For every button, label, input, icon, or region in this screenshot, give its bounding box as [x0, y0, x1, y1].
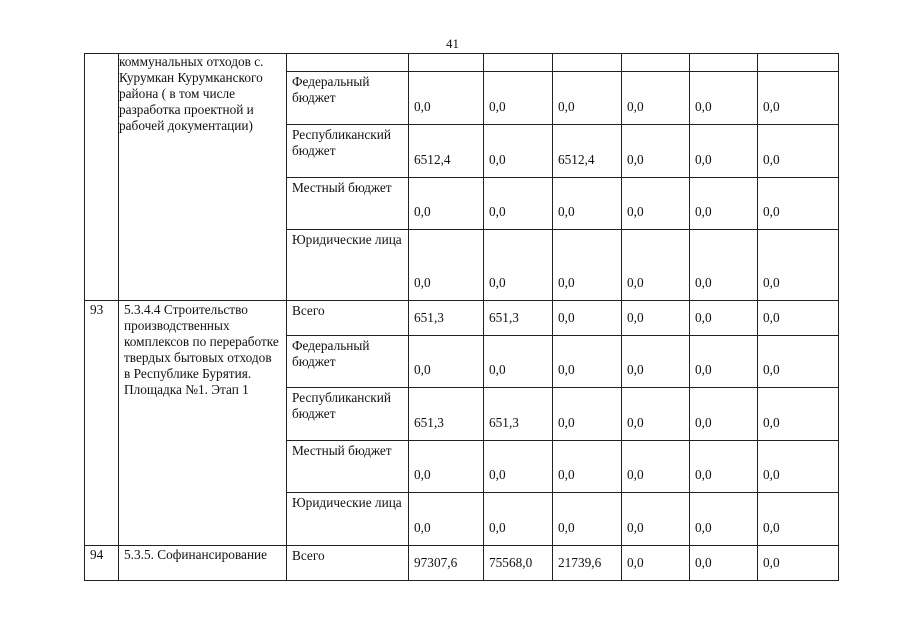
cell-value: 651,3 — [484, 301, 553, 336]
cell-source: Всего — [287, 301, 409, 336]
cell-value: 651,3 — [409, 388, 484, 441]
cell-value: 0,0 — [622, 493, 690, 546]
cell-value: 0,0 — [690, 230, 758, 301]
cell-value: 0,0 — [758, 388, 839, 441]
cell-number: 93 — [85, 301, 119, 546]
cell-value: 0,0 — [622, 178, 690, 230]
cell-value: 0,0 — [622, 125, 690, 178]
cell-value: 0,0 — [690, 493, 758, 546]
cell-value: 0,0 — [484, 336, 553, 388]
cell-value: 0,0 — [553, 178, 622, 230]
cell-value: 651,3 — [484, 388, 553, 441]
cell-value: 0,0 — [484, 178, 553, 230]
cell-source: Местный бюджет — [287, 441, 409, 493]
cell-value: 0,0 — [622, 230, 690, 301]
cell-value: 0,0 — [758, 125, 839, 178]
cell-value: 0,0 — [622, 72, 690, 125]
cell-source: Юридические лица — [287, 230, 409, 301]
cell-value: 0,0 — [690, 336, 758, 388]
cell-description: 5.3.5. Софинансирование — [119, 546, 287, 581]
cell-value: 0,0 — [622, 336, 690, 388]
cell-value: 0,0 — [553, 72, 622, 125]
cell-value: 0,0 — [758, 546, 839, 581]
cell-value: 0,0 — [553, 336, 622, 388]
cell-value: 0,0 — [622, 441, 690, 493]
cell-value: 0,0 — [553, 441, 622, 493]
cell-value: 0,0 — [409, 72, 484, 125]
cell-description: коммунальных отходов с. Курумкан Курумканского района ( в том числе разработка проектной и рабочей документации) — [119, 54, 287, 301]
cell-value: 0,0 — [758, 230, 839, 301]
cell-value: 0,0 — [690, 301, 758, 336]
cell-value: 0,0 — [622, 388, 690, 441]
cell-value: 0,0 — [553, 388, 622, 441]
cell-value: 0,0 — [690, 178, 758, 230]
cell-value: 0,0 — [690, 72, 758, 125]
cell-empty — [758, 54, 839, 72]
budget-table — [84, 53, 839, 581]
cell-source: Юридические лица — [287, 493, 409, 546]
cell-value: 0,0 — [553, 230, 622, 301]
cell-value: 0,0 — [484, 441, 553, 493]
cell-value: 21739,6 — [553, 546, 622, 581]
cell-empty — [690, 54, 758, 72]
cell-value: 0,0 — [758, 493, 839, 546]
cell-value: 0,0 — [690, 125, 758, 178]
cell-value: 0,0 — [622, 301, 690, 336]
table-row — [85, 301, 839, 336]
cell-source: Федеральный бюджет — [287, 72, 409, 125]
cell-value: 0,0 — [690, 388, 758, 441]
cell-value: 0,0 — [553, 493, 622, 546]
cell-source: Местный бюджет — [287, 178, 409, 230]
cell-source: Всего — [287, 546, 409, 581]
cell-value: 0,0 — [758, 178, 839, 230]
cell-value: 0,0 — [758, 72, 839, 125]
cell-value: 0,0 — [484, 125, 553, 178]
cell-empty — [287, 54, 409, 72]
cell-value: 0,0 — [409, 441, 484, 493]
cell-value: 0,0 — [758, 301, 839, 336]
cell-value: 0,0 — [409, 178, 484, 230]
cell-value: 75568,0 — [484, 546, 553, 581]
cell-value: 0,0 — [690, 441, 758, 493]
cell-value: 0,0 — [409, 493, 484, 546]
cell-number — [85, 54, 119, 301]
cell-source: Федеральный бюджет — [287, 336, 409, 388]
cell-value: 0,0 — [690, 546, 758, 581]
cell-value: 651,3 — [409, 301, 484, 336]
cell-value: 0,0 — [758, 441, 839, 493]
cell-source: Республиканский бюджет — [287, 125, 409, 178]
cell-source: Республиканский бюджет — [287, 388, 409, 441]
cell-value: 0,0 — [484, 493, 553, 546]
cell-empty — [409, 54, 484, 72]
cell-value: 6512,4 — [409, 125, 484, 178]
cell-empty — [622, 54, 690, 72]
cell-number: 94 — [85, 546, 119, 581]
cell-value: 0,0 — [409, 230, 484, 301]
cell-description: 5.3.4.4 Строительство производственных комплексов по переработке твердых бытовых отходов в Республике Бурятия. Площадка №1. Этап 1 — [119, 301, 287, 546]
table-row-continuation-header — [85, 54, 839, 72]
cell-value: 0,0 — [484, 72, 553, 125]
cell-value: 0,0 — [758, 336, 839, 388]
cell-value: 6512,4 — [553, 125, 622, 178]
cell-empty — [484, 54, 553, 72]
cell-value: 97307,6 — [409, 546, 484, 581]
cell-value: 0,0 — [484, 230, 553, 301]
cell-value: 0,0 — [622, 546, 690, 581]
cell-value: 0,0 — [409, 336, 484, 388]
page-number: 41 — [446, 36, 459, 51]
cell-empty — [553, 54, 622, 72]
table-row — [85, 546, 839, 581]
cell-value: 0,0 — [553, 301, 622, 336]
